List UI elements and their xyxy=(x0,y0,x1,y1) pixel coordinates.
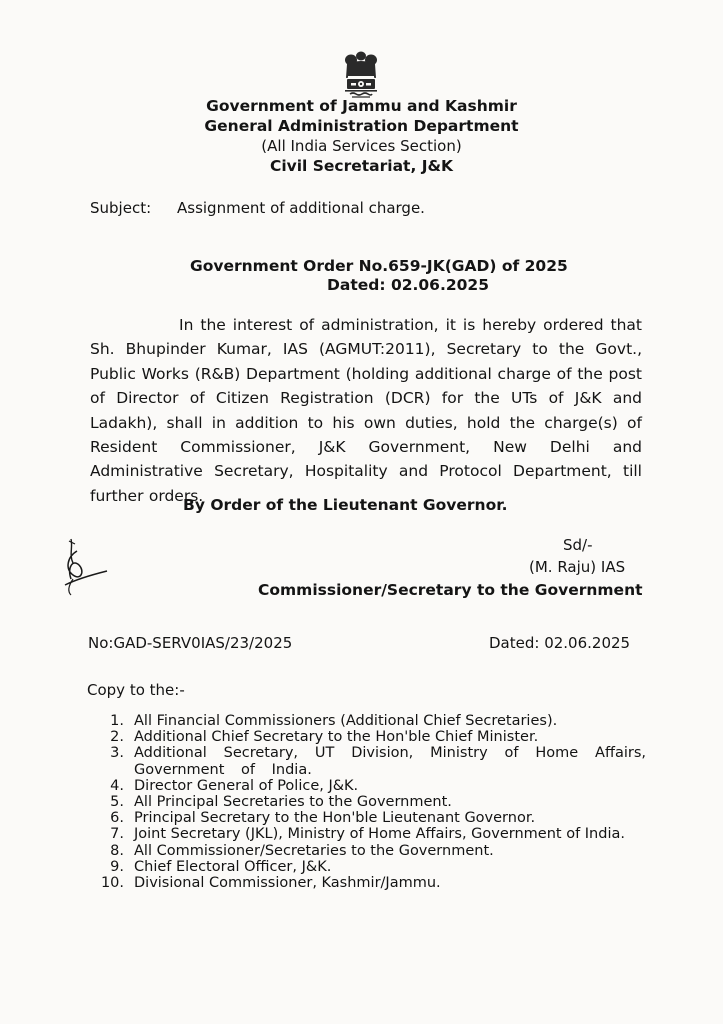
list-item: 3. Additional Secretary, UT Division, Ministry of Home Affairs, Government of India. xyxy=(110,745,646,778)
list-item: 6. Principal Secretary to the Hon'ble Lieutenant Governor. xyxy=(110,810,536,827)
list-item: 10. Divisional Commissioner, Kashmir/Jammu. xyxy=(100,875,441,892)
sd-mark: Sd/- xyxy=(563,536,593,554)
list-item: 4. Director General of Police, J&K. xyxy=(110,777,359,794)
header-department: General Administration Department xyxy=(204,117,519,135)
list-item: 9. Chief Electoral Officer, J&K. xyxy=(110,858,332,875)
order-title: Government Order No.659-JK(GAD) of 2025 xyxy=(190,257,568,275)
by-order-line: By Order of the Lieutenant Governor. xyxy=(183,496,508,514)
list-item: 8. All Commissioner/Secretaries to the Government. xyxy=(110,842,494,859)
signatory-name: (M. Raju) IAS xyxy=(529,558,626,576)
header-secretariat: Civil Secretariat, J&K xyxy=(269,157,454,175)
list-item: 2. Additional Chief Secretary to the Hon'ble Chief Minister. xyxy=(110,729,539,746)
list-item: 1. All Financial Commissioners (Additional Chief Secretaries). xyxy=(110,713,558,729)
handwritten-signature xyxy=(55,535,115,597)
list-item: 5. All Principal Secretaries to the Government. xyxy=(110,794,452,811)
header-section: (All India Services Section) xyxy=(261,137,462,155)
signatory-designation: Commissioner/Secretary to the Government xyxy=(258,581,643,599)
national-emblem-icon xyxy=(339,50,383,100)
header-government: Government of Jammu and Kashmir xyxy=(206,97,517,115)
order-date: Dated: 02.06.2025 xyxy=(327,276,489,294)
subject-text: Assignment of additional charge. xyxy=(177,199,425,217)
copy-to-heading: Copy to the:- xyxy=(87,681,185,699)
reference-number: No:GAD-SERV0IAS/23/2025 xyxy=(88,634,293,652)
copy-to-list xyxy=(98,713,646,891)
order-body: In the interest of administration, it is hereby ordered that Sh. Bhupinder Kumar, IAS (AGMUT:2011), Secretary to the Govt., Public Works (R&B) Department (holding additional charge of the post of Director of Citizen Registration (DCR) for the UTs of J&K and Ladakh), shall in addition to his own duties, hold the charge(s) of Resident Commissioner, J&K Government, New Delhi and Administrative Secretary, Hospitality and Protocol Department, till further orders. xyxy=(90,316,642,505)
reference-date: Dated: 02.06.2025 xyxy=(489,634,631,652)
subject-label: Subject: xyxy=(90,199,152,217)
list-item: 7. Joint Secretary (JKL), Ministry of Home Affairs, Government of India. xyxy=(110,826,625,843)
